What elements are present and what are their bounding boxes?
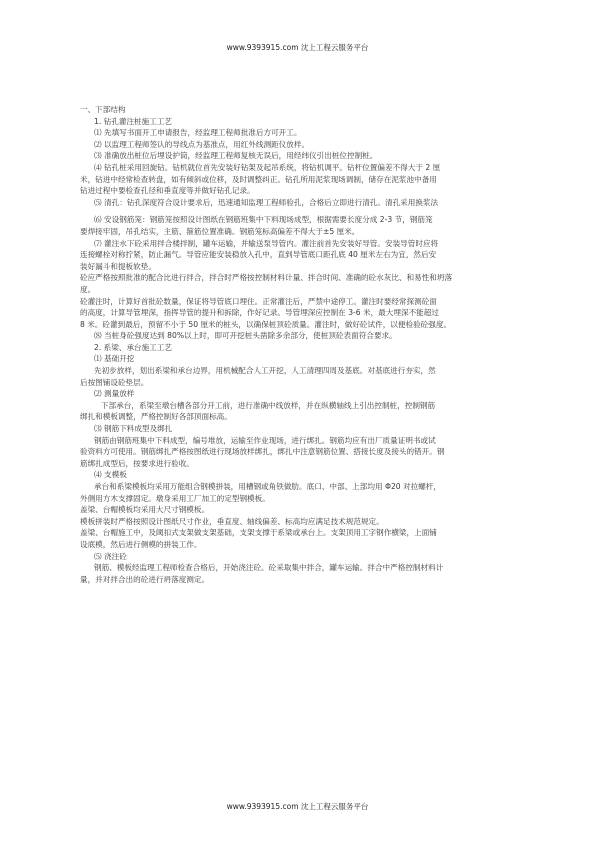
text-line: 连接螺栓对称拧紧，防止漏气。导管应能安装稳放入孔中，直到导管底口距孔底 40 厘米左右为宜，然后安	[80, 250, 437, 260]
text-line: ⑵ 以监理工程师签认的导线点为基准点，用红外线测距仪放样。	[94, 139, 310, 149]
text-line: ⑴ 先填写书面开工申请报告，经监理工程师批准后方可开工。	[94, 128, 302, 138]
item-heading: ⑵ 测量放样	[94, 389, 135, 399]
text-line: 8 米。砼灌到最后，预留不小于 50 厘米的桩头，以确保桩顶砼质量。灌注时，做好砼试件，以便检验砼强度。	[80, 319, 452, 329]
text-line: ⑻ 当桩身砼强度达到 80%以上时，即可开挖桩头凿除多余部分，使桩顶砼表面符合要求。	[94, 331, 397, 341]
text-line: 验资料方可使用。钢筋绑扎严格按图纸进行现场放样绑扎，绑扎中注意钢筋位置、搭接长度及接头的错开。钢	[80, 447, 445, 457]
text-line: 绑扎和模板调整，严格控制好各部顶面标高。	[80, 412, 232, 422]
text-line: 装好漏斗和提板软垫。	[80, 261, 156, 271]
text-line: 要焊接牢固，吊孔结实，主筋、箍筋位置准确。钢筋笼标高偏差不得大于±5 厘米。	[80, 226, 360, 236]
text-line: 钢筋由钢筋班集中下料成型，编号堆放，运输至作业现场，进行绑扎。钢筋均应有出厂质量证明书或试	[94, 435, 436, 445]
page-header: www.9393915.com 沈上工程云服务平台	[226, 43, 369, 52]
text-line: 砼灌注时，计算好首批砼数量，保证将导管底口埋住。正常灌注后，严禁中途停工。灌注时要经常探测砼面	[80, 296, 437, 306]
subsection-heading: 1. 钻孔灌注桩施工工艺	[94, 116, 173, 126]
text-line: 的高度，计算导管埋深，指挥导管的提升和拆除，作好记录。导管埋深应控制在 3-6 米，最大埋深不能超过	[80, 308, 439, 318]
text-line: 度。	[80, 284, 96, 294]
text-line: 外侧用方木支撑固定。墩身采用工厂加工的定型钢模板。	[80, 493, 270, 503]
text-line: ⑷ 钻孔桩采用回旋钻。钻机就位首先安装好钻架及起吊系统，将钻机调平。钻杆位置偏差不得大于 2 厘	[94, 162, 441, 172]
item-heading: ⑴ 基础开挖	[94, 354, 135, 364]
text-line: 米，钻进中经常检查转盘，如有倾斜或位移，及时调整纠正。钻孔所用泥浆现场调制，储存在泥浆池中备用	[80, 174, 437, 184]
text-line: 量，并对拌合出的砼进行坍落度测定。	[80, 574, 210, 584]
text-line: ⑹ 安设钢筋笼：钢筋笼按照设计图纸在钢筋班集中下料现场成型，根据需要长度分成 2-3 节，钢筋笼	[94, 215, 433, 225]
text-line: 筋绑扎成型后，按要求进行验收。	[80, 458, 194, 468]
text-line: 设底模，然后进行侧模的拼装工作。	[80, 539, 202, 549]
text-line: ⑺ 灌注水下砼采用拌合楼拌制，罐车运输，并输送泵导管内。灌注前首先安装好导管。安装导管时应将	[94, 238, 439, 248]
text-line: 砼应严格按照批准的配合比进行拌合，拌合时严格按控制材料计量、拌合时间、准确的砼水灰比、和易性和坍落	[80, 273, 453, 283]
subsection-heading: 2. 系梁、承台施工工艺	[94, 342, 173, 352]
text-line: 模板拼装时严格按照设计图纸尺寸作业，垂直度、轴线偏差、标高均应满足技术规范规定。	[80, 516, 384, 526]
item-heading: ⑷ 支模板	[94, 470, 127, 480]
section-heading: 一、下部结构	[80, 105, 126, 114]
text-line: ⑶ 准确放出桩位后埋设护筒，经监理工程师复核无误后，用经纬仪引出桩位控制桩。	[94, 151, 378, 161]
text-line: 盖梁、台帽模板均采用大尺寸钢模板。	[80, 505, 210, 515]
document-body	[80, 104, 518, 585]
page-footer: www.9393915.com 沈上工程云服务平台	[226, 802, 369, 811]
text-line: 承台和系梁模板均采用万能组合钢模拼装，用槽钢或角铁做肋。底口、中部、上部均用 Φ20 对拉螺杆，	[94, 482, 441, 491]
text-line: 后按图铺设砼垫层。	[80, 377, 149, 387]
text-line: ⑸ 清孔：钻孔深度符合设计要求后，迅速通知监理工程师验孔，合格后立即进行清孔。清孔采用换浆法	[94, 197, 439, 207]
item-heading: ⑸ 浇注砼	[94, 551, 127, 561]
text-line: 钢筋、模板经监理工程师检查合格后，开始浇注砼。砼采取集中拌合，罐车运输。拌合中严格控制材料计	[94, 563, 444, 573]
text-line: 钻进过程中要检查孔径和垂直度等并做好钻孔记录。	[80, 186, 255, 196]
text-line: 下部承台，系梁至墩台槽各部分开工前，进行准确中线放样，并在纵横轴线上引出控制桩，控制钢筋	[101, 400, 436, 410]
text-line: 盖梁、台帽施工中，及阈扣式支架做支架基础，支架支撑于系梁或承台上。支架顶用工字钢作横梁，上面铺	[80, 528, 437, 538]
text-line: 先初步放样，划出系梁和承台边界，用机械配合人工开挖，人工清理四周及基底。对基底进行夯实，然	[94, 366, 436, 376]
item-heading: ⑶ 钢筋下料成型及绑扎	[94, 424, 173, 434]
